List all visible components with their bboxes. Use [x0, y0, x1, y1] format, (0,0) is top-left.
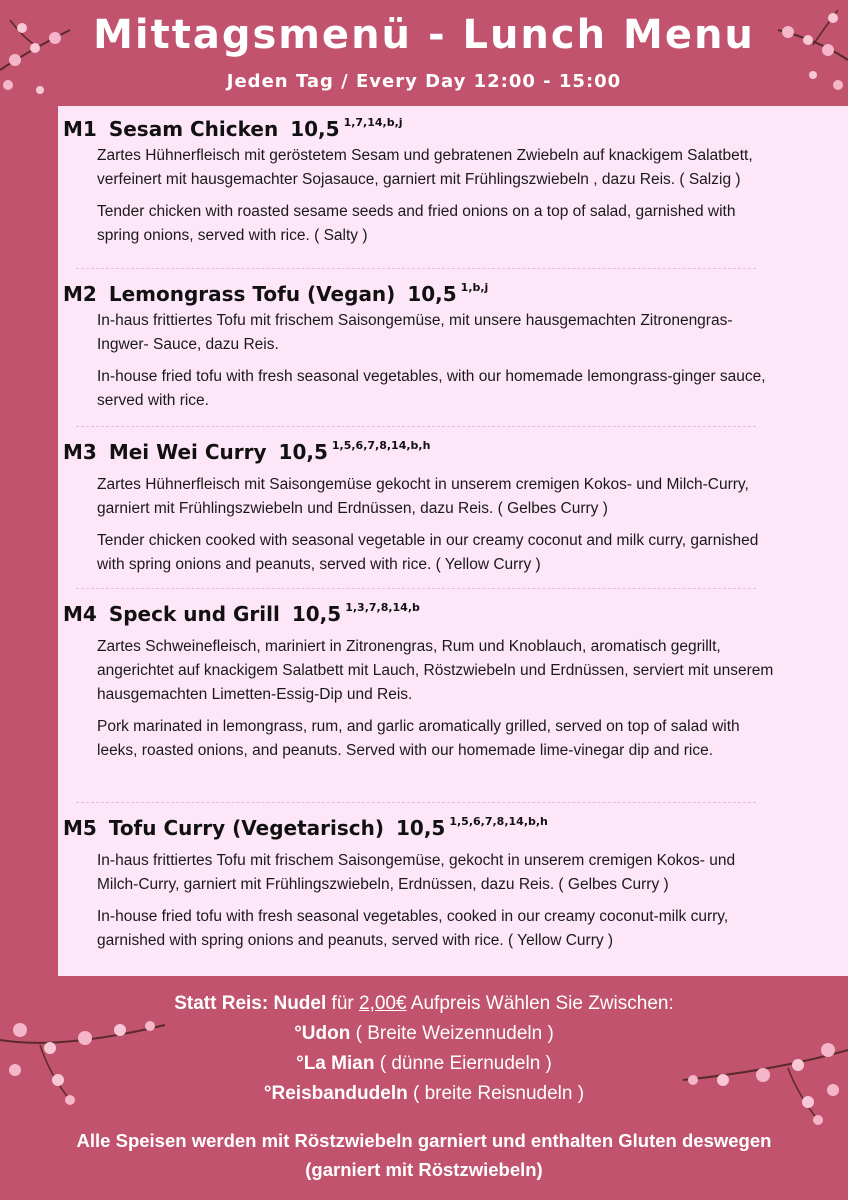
menu-content	[58, 106, 848, 976]
noodle-option-name: °Udon	[294, 1023, 351, 1044]
item-divider	[76, 268, 756, 269]
menu-hours: Jeden Tag / Every Day 12:00 - 15:00	[226, 71, 622, 92]
garnish-note-line1: Alle Speisen werden mit Röstzwiebeln garniert und enthalten Gluten deswegen	[76, 1130, 772, 1151]
noodle-intro-end: Aufpreis Wählen Sie Zwischen:	[410, 993, 674, 1014]
item-name: Tofu Curry (Vegetarisch)	[108, 816, 384, 840]
item-price: 10,5	[290, 117, 340, 141]
item-price: 10,5	[395, 816, 446, 840]
item-price: 10,5	[291, 602, 342, 626]
item-divider	[76, 426, 756, 427]
item-allergens: 1,3,7,8,14,b	[345, 601, 420, 614]
item-title	[63, 815, 843, 843]
noodle-option-name: °Reisbandudeln	[263, 1083, 408, 1104]
noodle-option-desc: ( breite Reisnudeln )	[412, 1083, 585, 1104]
item-allergens: 1,5,6,7,8,14,b,h	[331, 439, 431, 452]
item-code: M2	[63, 282, 97, 306]
item-title	[63, 116, 843, 144]
menu-item-m2	[63, 281, 843, 413]
item-allergens: 1,5,6,7,8,14,b,h	[449, 815, 548, 828]
noodle-intro-mid: für	[331, 993, 354, 1014]
item-title	[63, 439, 843, 467]
cherry-blossom-icon	[0, 0, 80, 106]
item-name: Speck und Grill	[108, 602, 280, 626]
item-desc-en: In-house fried tofu with fresh seasonal vegetables, with our homemade lemongrass-ginger sauce, served with rice.	[97, 368, 766, 409]
item-name: Mei Wei Curry	[108, 440, 267, 464]
item-divider	[76, 802, 756, 803]
item-code: M3	[63, 440, 97, 464]
garnish-note-line2: (garniert mit Röstzwiebeln)	[305, 1159, 543, 1180]
item-code: M5	[63, 816, 97, 840]
menu-item-m5	[63, 815, 843, 953]
noodle-surcharge: 2,00€	[359, 993, 407, 1014]
item-desc-de: Zartes Hühnerfleisch mit geröstetem Sesam und gebratenen Zwiebeln auf knackigem Salatbett, verfeinert mit hausgemachter Sojasauce, garniert mit Frühlingszwiebeln , dazu Reis. ( Salzig )	[97, 147, 753, 188]
cherry-blossom-icon	[678, 1030, 848, 1130]
item-code: M4	[63, 602, 97, 626]
item-name: Sesam Chicken	[108, 117, 279, 141]
item-price: 10,5	[407, 282, 457, 306]
item-allergens: 1,7,14,b,j	[343, 116, 403, 129]
item-desc-en: In-house fried tofu with fresh seasonal vegetables, cooked in our creamy coconut-milk curry, garnished with spring onions and peanuts, served with rice. ( Yellow Curry )	[97, 908, 729, 949]
item-code: M1	[63, 117, 97, 141]
item-title	[63, 601, 843, 629]
menu-item-m3	[63, 439, 843, 577]
item-desc-de: In-haus frittiertes Tofu mit frischem Saisongemüse, mit unsere hausgemachten Zitronengras- Ingwer- Sauce, dazu Reis.	[97, 312, 733, 353]
item-price: 10,5	[278, 440, 328, 464]
item-desc-de: Zartes Hühnerfleisch mit Saisongemüse gekocht in unserem cremigen Kokos- und Milch-Curry, garniert mit Frühlingszwiebeln und Erdnüssen, dazu Reis. ( Gelbes Curry )	[97, 476, 749, 517]
item-desc-en: Tender chicken cooked with seasonal vegetable in our creamy coconut and milk curry, garnished with spring onions and peanuts, served with rice. ( Yellow Curry )	[97, 532, 759, 573]
item-desc-de: Zartes Schweinefleisch, mariniert in Zitronengras, Rum und Knoblauch, aromatisch gegrillt, angerichtet auf knackigem Salatbett mit Lauch, Röstzwiebeln und Erdnüssen, serviert mit unserem hausgemachten Limetten-Essig-Dip und Reis.	[97, 638, 774, 703]
item-desc-de: In-haus frittiertes Tofu mit frischem Saisongemüse, gekocht in unserem cremigen Kokos- und Milch-Curry, garniert mit Frühlingszwiebeln, Erdnüssen, dazu Reis. ( Gelbes Curry )	[97, 852, 736, 893]
item-allergens: 1,b,j	[460, 281, 489, 294]
noodle-option-desc: ( dünne Eiernudeln )	[379, 1053, 552, 1074]
menu-item-m4	[63, 601, 843, 763]
menu-title: Mittagsmenü - Lunch Menu	[93, 12, 755, 58]
item-divider	[76, 588, 756, 589]
item-desc-en: Tender chicken with roasted sesame seeds and fried onions on a top of salad, garnished with spring onions, served with rice. ( Salty )	[97, 203, 736, 244]
cherry-blossom-icon	[0, 1000, 170, 1120]
noodle-option-name: °La Mian	[296, 1053, 375, 1074]
item-desc-en: Pork marinated in lemongrass, rum, and garlic aromatically grilled, served on top of salad with leeks, roasted onions, and peanuts. Served with our homemade lime-vinegar dip and rice.	[97, 718, 740, 759]
header-banner	[0, 0, 848, 106]
cherry-blossom-icon	[768, 0, 848, 106]
item-name: Lemongrass Tofu (Vegan)	[108, 282, 396, 306]
noodle-option-desc: ( Breite Weizennudeln )	[355, 1023, 554, 1044]
item-title	[63, 281, 843, 309]
menu-item-m1	[63, 116, 843, 248]
noodle-intro-bold: Statt Reis: Nudel	[174, 993, 327, 1014]
